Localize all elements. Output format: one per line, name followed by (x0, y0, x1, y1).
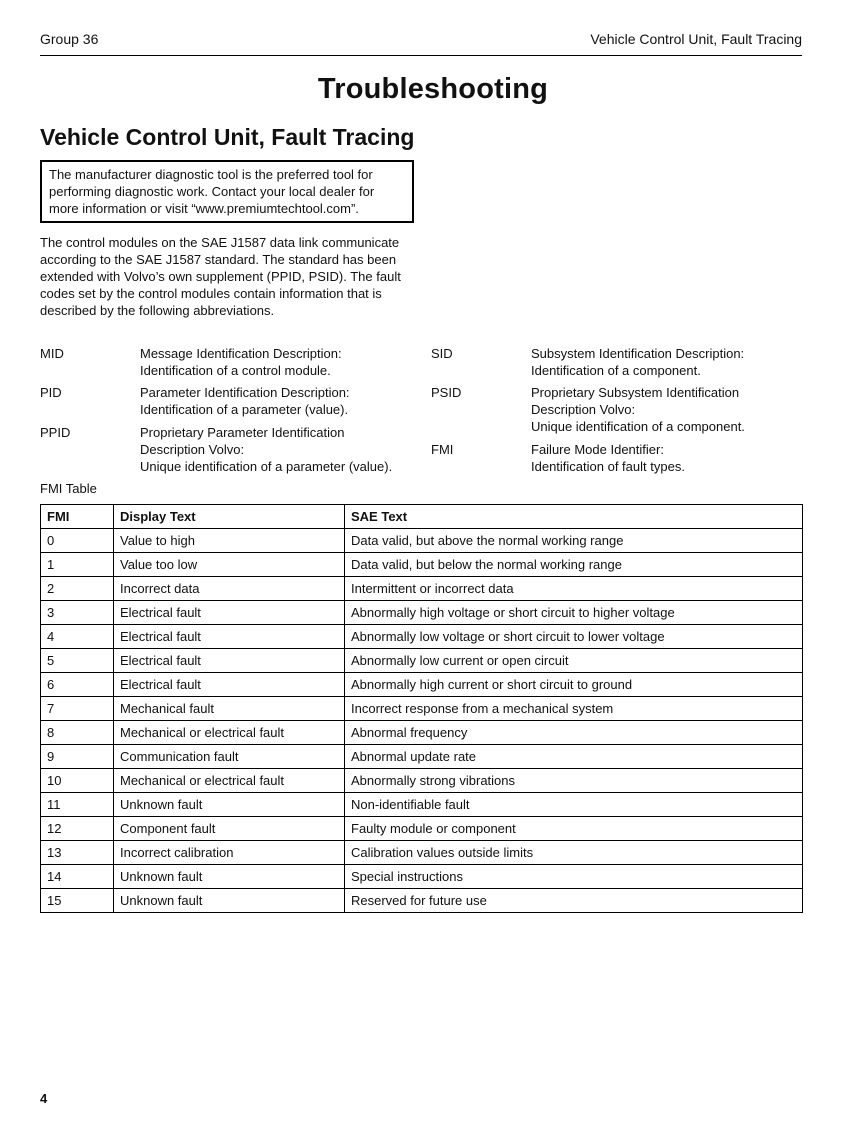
table-row (41, 889, 803, 913)
abbr-desc-line: Description Volvo: (140, 442, 245, 457)
cell-sae: Incorrect response from a mechanical system (345, 697, 803, 721)
cell-display: Value to high (114, 529, 345, 553)
table-row (41, 841, 803, 865)
cell-fmi: 5 (41, 649, 114, 673)
cell-display: Electrical fault (114, 601, 345, 625)
cell-display: Mechanical or electrical fault (114, 721, 345, 745)
cell-display: Electrical fault (114, 649, 345, 673)
abbr-term: PPID (40, 425, 71, 440)
cell-display: Unknown fault (114, 889, 345, 913)
abbr-sid (431, 345, 811, 379)
cell-fmi: 13 (41, 841, 114, 865)
cell-fmi: 8 (41, 721, 114, 745)
table-row (41, 769, 803, 793)
abbr-desc-line: Identification of a component. (531, 363, 701, 378)
intro-line: The control modules on the SAE J1587 data link communicate (40, 235, 400, 250)
cell-sae: Data valid, but above the normal working range (345, 529, 803, 553)
abbr-pid (40, 384, 420, 418)
abbr-description (531, 384, 811, 435)
cell-fmi: 2 (41, 577, 114, 601)
abbr-description (140, 384, 420, 418)
cell-fmi: 6 (41, 673, 114, 697)
section-title: Vehicle Control Unit, Fault Tracing (40, 124, 415, 150)
abbr-desc-line: Failure Mode Identifier: (531, 442, 664, 457)
abbr-fmi (431, 441, 811, 475)
note-line: The manufacturer diagnostic tool is the preferred tool for (49, 167, 373, 182)
note-line: more information or visit “www.premiumtechtool.com”. (49, 201, 359, 216)
table-row (41, 697, 803, 721)
cell-display: Electrical fault (114, 625, 345, 649)
table-row (41, 529, 803, 553)
cell-sae: Abnormally strong vibrations (345, 769, 803, 793)
cell-sae: Abnormal frequency (345, 721, 803, 745)
abbr-desc-line: Proprietary Subsystem Identification (531, 385, 740, 400)
cell-fmi: 10 (41, 769, 114, 793)
cell-sae: Abnormally low voltage or short circuit to lower voltage (345, 625, 803, 649)
table-row (41, 601, 803, 625)
cell-sae: Calibration values outside limits (345, 841, 803, 865)
abbr-psid (431, 384, 811, 435)
cell-sae: Faulty module or component (345, 817, 803, 841)
abbr-desc-line: Parameter Identification Description: (140, 385, 350, 400)
table-row (41, 649, 803, 673)
abbr-desc-line: Identification of fault types. (531, 459, 685, 474)
page-title: Troubleshooting (317, 73, 549, 105)
cell-fmi: 7 (41, 697, 114, 721)
header-display-text: Display Text (114, 505, 345, 529)
abbr-description (531, 345, 811, 379)
cell-display: Component fault (114, 817, 345, 841)
cell-fmi: 9 (41, 745, 114, 769)
fmi-table-body (41, 529, 803, 913)
abbr-desc-line: Identification of a control module. (140, 363, 331, 378)
header-section: Vehicle Control Unit, Fault Tracing (590, 31, 802, 47)
cell-sae: Abnormally high current or short circuit to ground (345, 673, 803, 697)
abbr-ppid (40, 424, 420, 475)
fmi-table-caption: FMI Table (40, 481, 97, 496)
cell-display: Unknown fault (114, 793, 345, 817)
cell-sae: Abnormally low current or open circuit (345, 649, 803, 673)
abbr-description (531, 441, 811, 475)
abbr-desc-line: Subsystem Identification Description: (531, 346, 745, 361)
abbr-term: FMI (431, 442, 454, 457)
table-row (41, 673, 803, 697)
abbr-term: PID (40, 385, 62, 400)
cell-fmi: 1 (41, 553, 114, 577)
intro-line: according to the SAE J1587 standard. The standard has been (40, 252, 397, 267)
abbr-desc-line: Unique identification of a parameter (value). (140, 459, 393, 474)
abbr-desc-line: Description Volvo: (531, 402, 636, 417)
intro-paragraph (40, 234, 412, 319)
abbr-description (140, 345, 420, 379)
header-group: Group 36 (40, 31, 99, 47)
cell-sae: Reserved for future use (345, 889, 803, 913)
cell-fmi: 11 (41, 793, 114, 817)
abbr-desc-line: Unique identification of a component. (531, 419, 745, 434)
table-row (41, 817, 803, 841)
cell-fmi: 3 (41, 601, 114, 625)
cell-sae: Non-identifiable fault (345, 793, 803, 817)
table-row (41, 721, 803, 745)
table-row (41, 865, 803, 889)
abbr-term: PSID (431, 385, 462, 400)
intro-line: extended with Volvo’s own supplement (PPID, PSID). The fault (40, 269, 401, 284)
cell-display: Incorrect calibration (114, 841, 345, 865)
cell-sae: Abnormally high voltage or short circuit to higher voltage (345, 601, 803, 625)
table-row (41, 745, 803, 769)
table-row (41, 577, 803, 601)
cell-display: Communication fault (114, 745, 345, 769)
note-box (40, 160, 414, 223)
page-number: 4 (40, 1091, 48, 1106)
cell-fmi: 4 (41, 625, 114, 649)
abbr-desc-line: Proprietary Parameter Identification (140, 425, 345, 440)
header-fmi: FMI (41, 505, 114, 529)
intro-line: codes set by the control modules contain information that is (40, 286, 382, 301)
header-sae-text: SAE Text (345, 505, 803, 529)
table-row (41, 625, 803, 649)
cell-fmi: 15 (41, 889, 114, 913)
cell-display: Unknown fault (114, 865, 345, 889)
cell-sae: Intermittent or incorrect data (345, 577, 803, 601)
abbr-term: SID (431, 346, 453, 361)
cell-fmi: 0 (41, 529, 114, 553)
cell-display: Mechanical fault (114, 697, 345, 721)
cell-display: Electrical fault (114, 673, 345, 697)
table-header-row (41, 505, 803, 529)
cell-display: Incorrect data (114, 577, 345, 601)
page-header (40, 31, 802, 56)
note-line: performing diagnostic work. Contact your local dealer for (49, 184, 375, 199)
cell-display: Mechanical or electrical fault (114, 769, 345, 793)
cell-sae: Data valid, but below the normal working range (345, 553, 803, 577)
cell-sae: Abnormal update rate (345, 745, 803, 769)
table-row (41, 793, 803, 817)
cell-display: Value too low (114, 553, 345, 577)
fmi-table (40, 504, 803, 913)
abbr-term: MID (40, 346, 64, 361)
abbr-desc-line: Identification of a parameter (value). (140, 402, 349, 417)
table-row (41, 553, 803, 577)
cell-fmi: 14 (41, 865, 114, 889)
abbr-desc-line: Message Identification Description: (140, 346, 342, 361)
cell-sae: Special instructions (345, 865, 803, 889)
abbr-mid (40, 345, 420, 379)
abbr-description (140, 424, 420, 475)
intro-line: described by the following abbreviations. (40, 303, 275, 318)
cell-fmi: 12 (41, 817, 114, 841)
